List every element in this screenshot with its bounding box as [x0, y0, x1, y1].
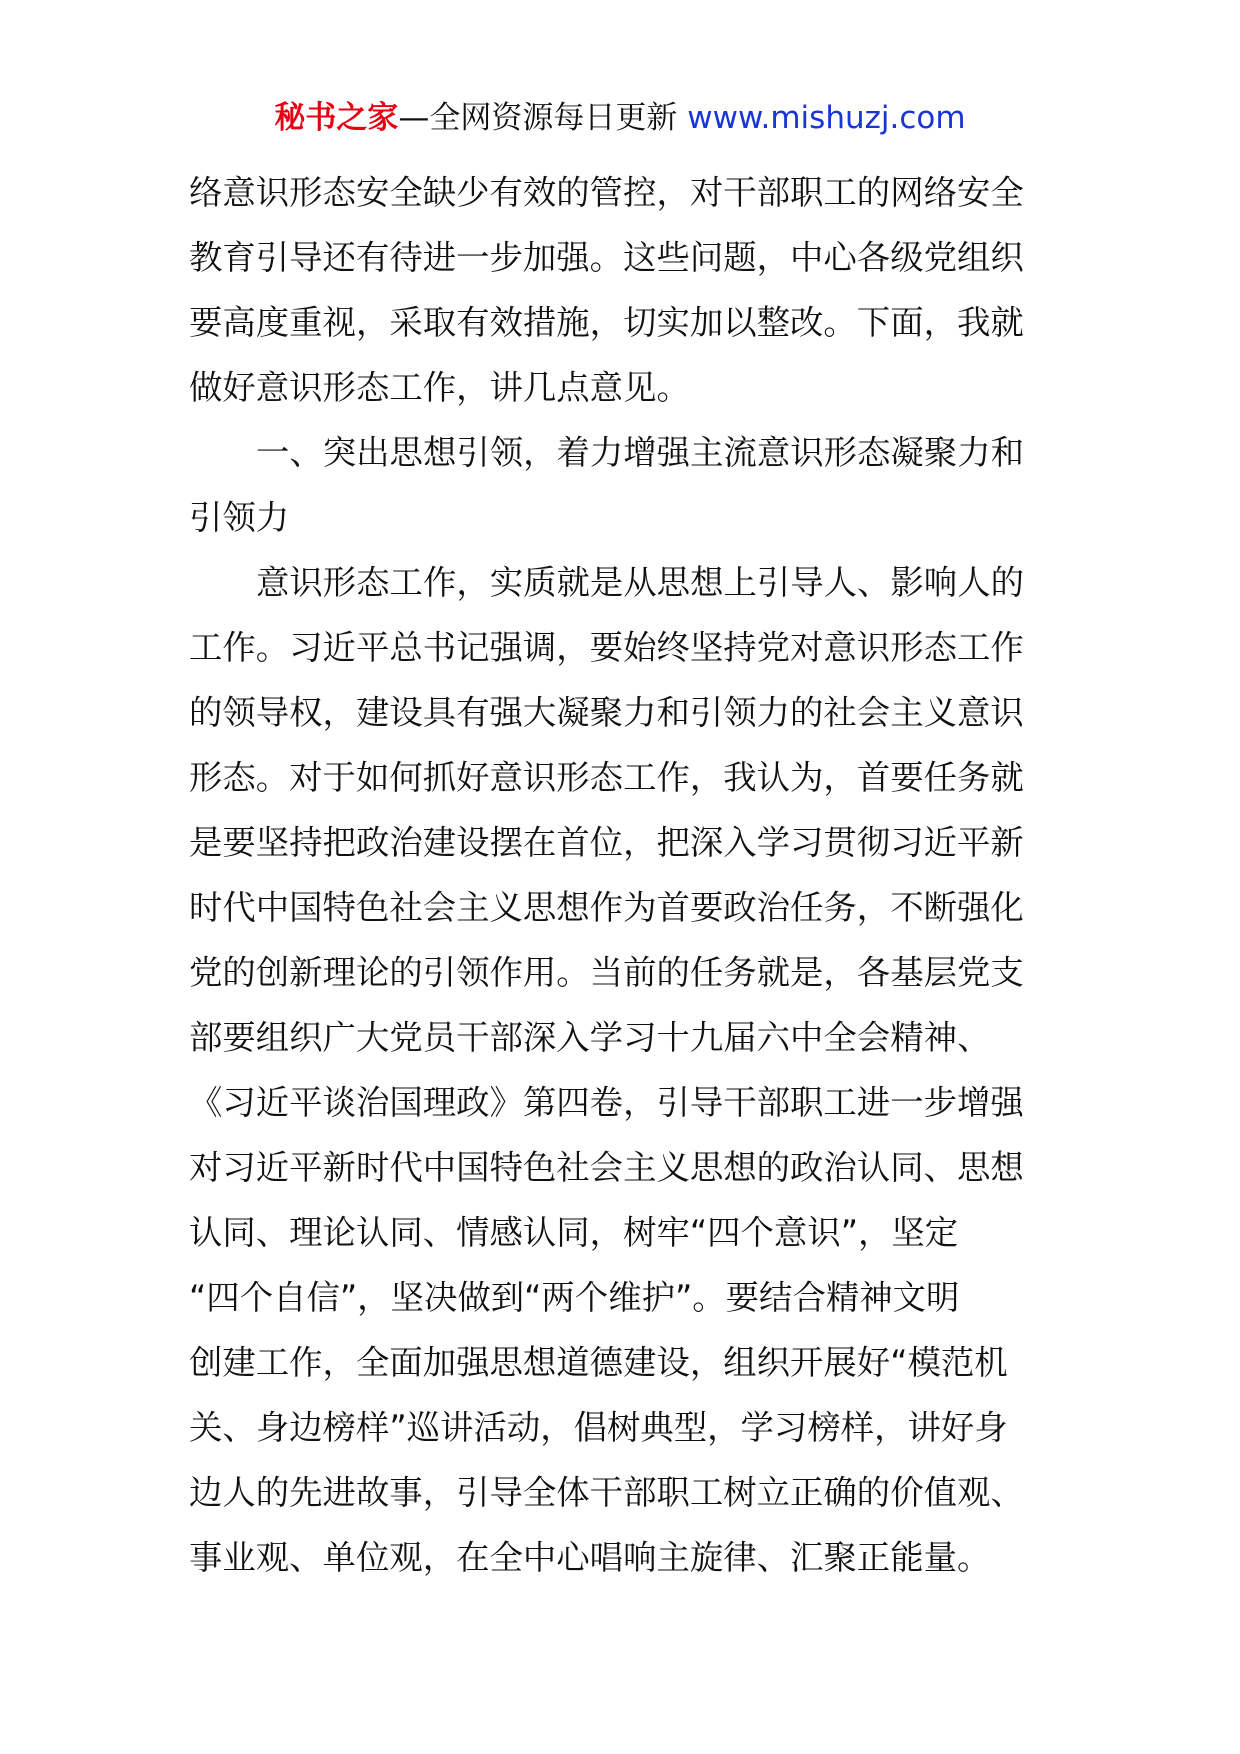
section-heading-line: 一、突出思想引领，着力增强主流意识形态凝聚力和: [256, 433, 1024, 472]
body-line: 部要组织广大党员干部深入学习十九届六中全会精神、: [189, 1018, 991, 1057]
body-line: 要高度重视，采取有效措施，切实加以整改。下面，我就: [189, 303, 1024, 342]
body-line: 做好意识形态工作，讲几点意见。: [189, 368, 690, 407]
site-tagline: —全网资源每日更新: [398, 100, 688, 136]
body-line: 边人的先进故事，引导全体干部职工树立正确的价值观、: [189, 1473, 1024, 1512]
site-header: [0, 98, 1240, 138]
body-line: 是要坚持把政治建设摆在首位，把深入学习贯彻习近平新: [189, 823, 1024, 862]
body-line: 形态。对于如何抓好意识形态工作，我认为，首要任务就: [189, 758, 1024, 797]
body-line: 认同、理论认同、情感认同，树牢“四个意识”，坚定: [189, 1213, 959, 1252]
body-line: 的领导权，建设具有强大凝聚力和引领力的社会主义意识: [189, 693, 1024, 732]
site-url-link[interactable]: www.mishuzj.com: [687, 100, 966, 136]
section-heading-line: 引领力: [189, 498, 290, 537]
body-line: 时代中国特色社会主义思想作为首要政治任务，不断强化: [189, 888, 1024, 927]
document-body: [189, 160, 1029, 1590]
body-line: 教育引导还有待进一步加强。这些问题，中心各级党组织: [189, 238, 1024, 277]
body-line: 事业观、单位观，在全中心唱响主旋律、汇聚正能量。: [189, 1538, 991, 1577]
body-line: 意识形态工作，实质就是从思想上引导人、影响人的: [256, 563, 1024, 602]
body-line: 络意识形态安全缺少有效的管控，对干部职工的网络安全: [189, 173, 1024, 212]
body-line: 创建工作，全面加强思想道德建设，组织开展好“模范机: [189, 1343, 1008, 1382]
body-line: 关、身边榜样”巡讲活动，倡树典型，学习榜样，讲好身: [189, 1408, 1008, 1447]
body-line: 《习近平谈治国理政》第四卷，引导干部职工进一步增强: [189, 1083, 1024, 1122]
brand-name: 秘书之家: [274, 100, 399, 136]
body-line: 党的创新理论的引领作用。当前的任务就是，各基层党支: [189, 953, 1024, 992]
body-line: “四个自信”，坚决做到“两个维护”。要结合精神文明: [189, 1278, 960, 1317]
body-line: 对习近平新时代中国特色社会主义思想的政治认同、思想: [189, 1148, 1024, 1187]
body-line: 工作。习近平总书记强调，要始终坚持党对意识形态工作: [189, 628, 1024, 667]
